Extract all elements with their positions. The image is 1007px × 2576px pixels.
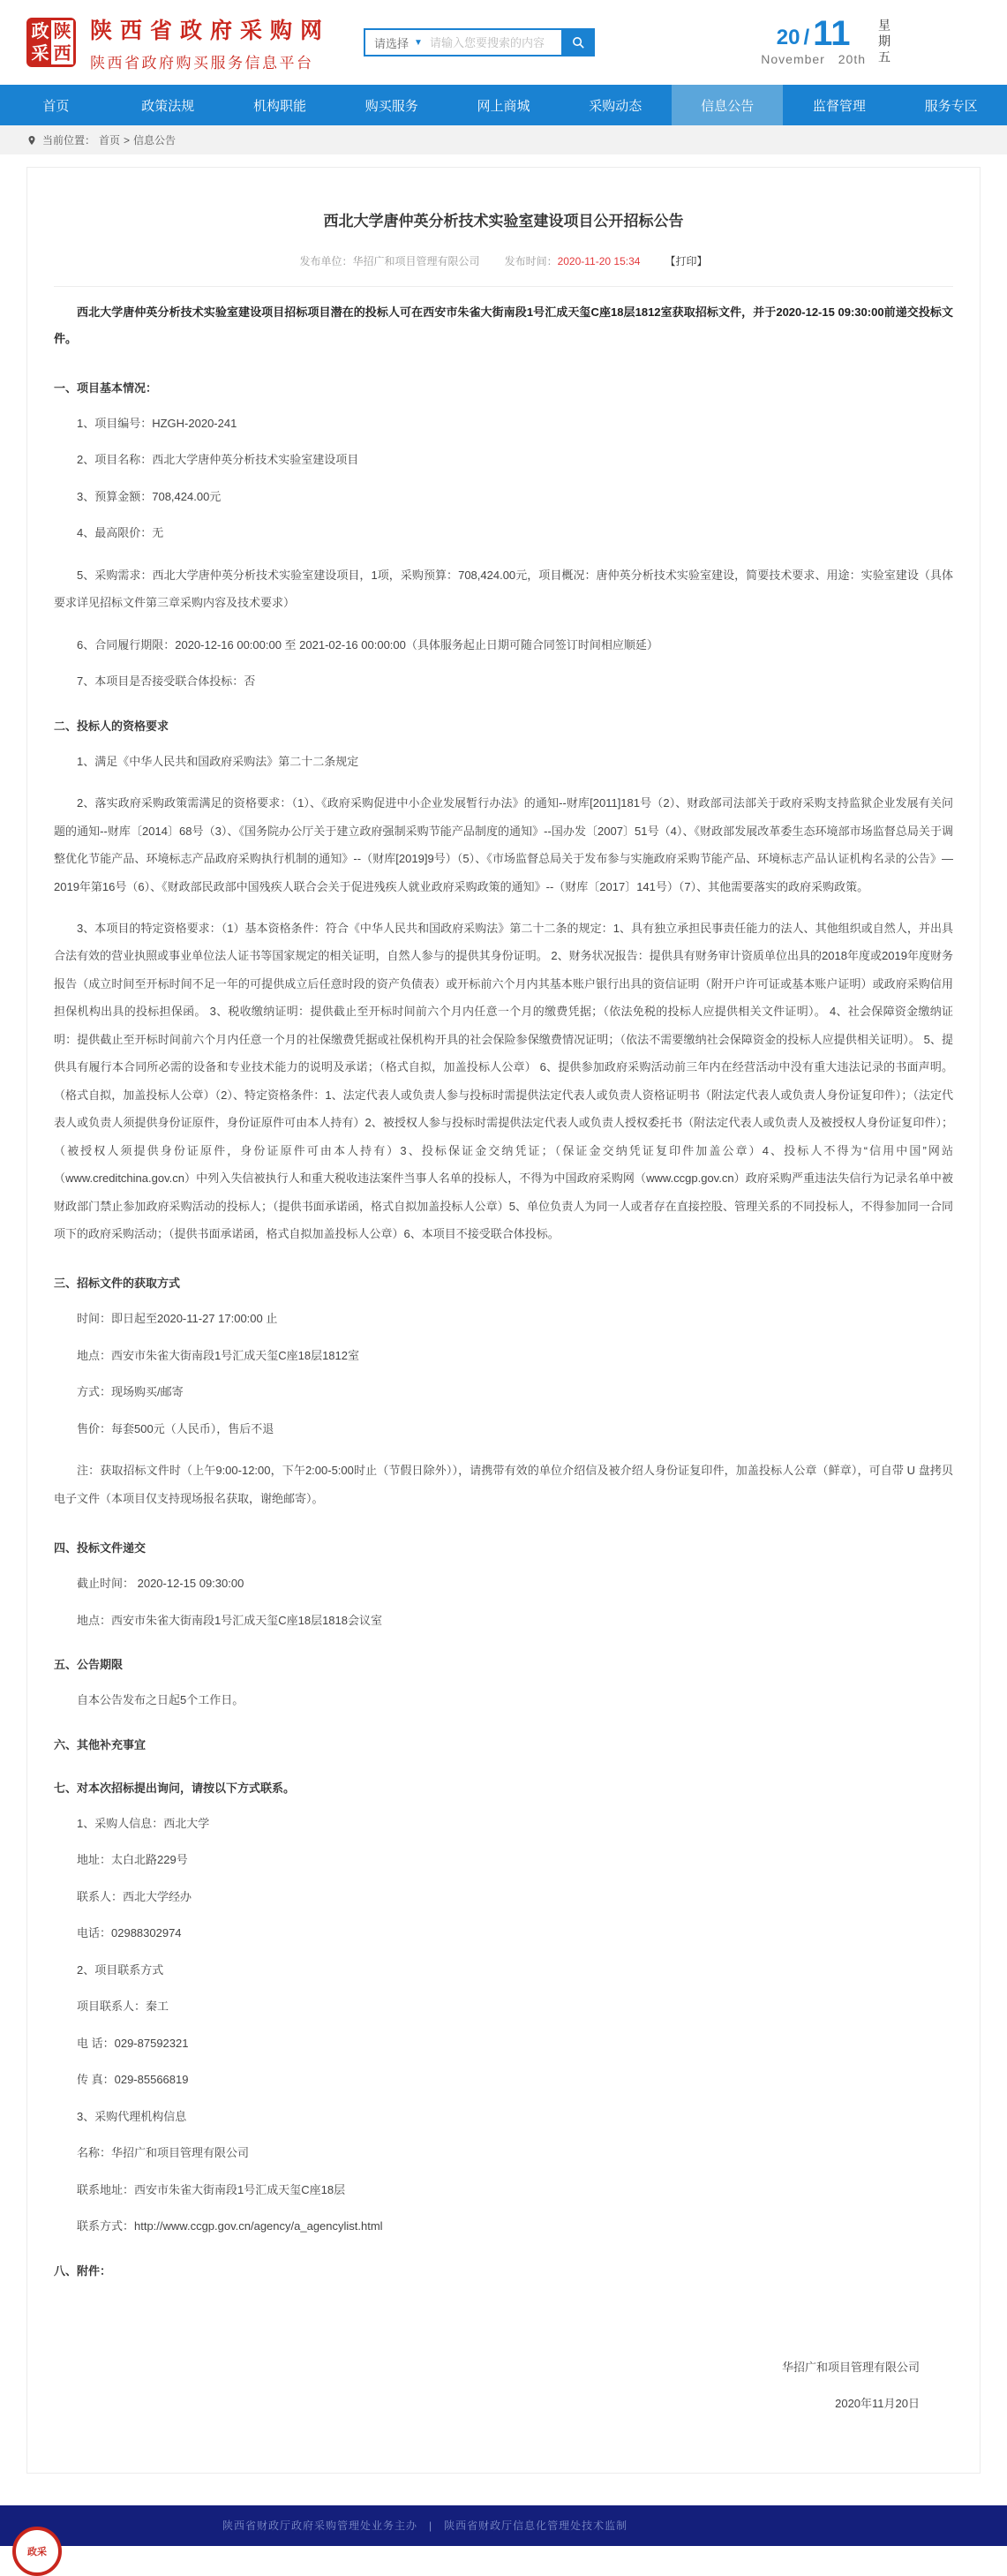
- date-weekday: 星期五: [877, 19, 891, 66]
- nav-item-1[interactable]: 政策法规: [141, 98, 195, 114]
- doc-paragraph: 3、本项目的特定资格要求：（1）基本资格条件：符合《中华人民共和国政府采购法》第二十二条的规定：1、具有独立承担民事责任能力的法人、其他组织或自然人，并出具合法有效的营业执照或事业单位法人证书等国家规定的相关证明，自然人参与的提供其身份证明。 2、财务状况报告：提供具有财务审计资质单位出具的2018年度或2019年度财务报告（成立时间至开标时间不足一年的可提供成立后任意时段的资产负债表）或开标前六个月内其基本账户银行出具的资信证明（附开户许可证或基本账户证明）或政府采购信用担保机构出具的投标担保函。 3、税收缴纳证明：提供截止至开标时间前六个月内任意一个月的缴费凭据；（依法免税的投标人应提供相关文件证明）。 4、社会保障资金缴纳证明：提供截止至开标时间前六个月内任意一个月的社保缴费凭据或社保机构开具的社会保险参保缴费情况证明；（依法不需要缴纳社会保障资金的投标人应提供相关证明）。 5、提供具有履行本合同所必需的设备和专业技术能力的说明及承诺；（格式自拟，加盖投标人公章） 6、提供参加政府采购活动前三年内在经营活动中没有重大违法记录的书面声明。（格式自拟，加盖投标人公章）（2）、特定资格条件：1、法定代表人或负责人参与投标时需提供法定代表人或负责人资格证明书（附法定代表人或负责人身份证复印件）；（法定代表人或负责人须提供身份证原件，身份证原件可由本人持有）2、被授权人参与投标时需提供法定代表人或负责人授权委托书（附法定代表人或负责人及被授权人身份证复印件）；（被授权人须提供身份证原件，身份证原件可由本人持有）3、投标保证金交纳凭证；（保证金交纳凭证复印件加盖公章）4、投标人不得为“信用中国”网站（www.creditchina.gov.cn）中列入失信被执行人和重大税收违法案件当事人名单的投标人，不得为中国政府采购网（www.ccgp.gov.cn）政府采购严重违法失信行为记录名单中被财政部门禁止参加政府采购活动的投标人；（提供书面承诺函，格式自拟加盖投标人公章）5、单位负责人为同一人或者存在直接控股、管理关系的不同投标人，不得参加同一合同项下的政府采购活动；（提供书面承诺函，格式自拟加盖投标人公章）6、本项目不接受联合体投标。: [54, 922, 953, 1240]
- doc-heading: 一、项目基本情况：: [54, 380, 158, 395]
- doc-paragraph: 5、采购需求：西北大学唐仲英分析技术实验室建设项目，1项，采购预算：708,424.00元，项目概况：唐仲英分析技术实验室建设，简要技术要求、用途：实验室建设（具体要求详见招标文件第三章采购内容及技术要求）: [54, 568, 953, 610]
- date-month-name: November: [761, 52, 825, 66]
- site-titles: [90, 13, 330, 72]
- date-slash: /: [803, 26, 810, 49]
- doc-paragraph: 时间：即日起至2020-11-27 17:00:00 止: [77, 1312, 278, 1326]
- site-title: 陕西省政府采购网: [90, 18, 331, 43]
- doc-heading: 八、附件：: [54, 2263, 112, 2278]
- doc-paragraph: 联系方式：http://www.ccgp.gov.cn/agency/a_agencylist.html: [77, 2219, 383, 2233]
- search-select-label: 请选择: [374, 36, 410, 50]
- site-subtitle: 陕西省政府购买服务信息平台: [90, 54, 314, 72]
- date-text: [761, 52, 866, 66]
- doc-paragraph: 4、最高限价：无: [77, 526, 164, 540]
- breadcrumb-current: 信息公告: [133, 134, 177, 147]
- doc-heading: 六、其他补充事宜: [54, 1737, 147, 1751]
- doc-paragraph: 截止时间： 2020-12-15 09:30:00: [77, 1577, 244, 1591]
- doc-paragraph: 注：获取招标文件时（上午9:00-12:00，下午2:00-5:00时止（节假日除外）），请携带有效的单位介绍信及被介绍人身份证复印件，加盖投标人公章（鲜章），可自带 U 盘拷贝电子文件（本项目仅支持现场报名获取，谢绝邮寄）。: [54, 1464, 953, 1505]
- article-body: [54, 299, 953, 2278]
- date-day-ordinal: 20th: [838, 52, 866, 66]
- breadcrumb-separator: >: [124, 133, 131, 147]
- doc-heading: 二、投标人的资格要求: [54, 719, 169, 733]
- nav-item-7[interactable]: 监督管理: [812, 98, 866, 114]
- content-panel: [26, 167, 981, 2474]
- doc-paragraph: 电 话：029-87592321: [77, 2036, 189, 2050]
- search-icon: [571, 35, 586, 50]
- doc-paragraph: 自本公告发布之日起5个工作日。: [77, 1693, 244, 1707]
- doc-paragraph: 2、项目联系方式: [77, 1962, 164, 1977]
- seal-char: 西: [51, 42, 73, 64]
- doc-heading: 五、公告期限: [54, 1658, 124, 1672]
- doc-paragraph: 1、项目编号：HZGH-2020-241: [77, 416, 237, 430]
- doc-paragraph: 地址：太白北路229号: [77, 1853, 188, 1867]
- nav-item-6[interactable]: 信息公告: [672, 85, 784, 125]
- seal-char: 政: [29, 20, 51, 42]
- doc-paragraph: 项目联系人：秦工: [77, 2000, 169, 2014]
- doc-paragraph: 联系人：西北大学经办: [77, 1889, 192, 1903]
- logo-seal-icon: [26, 18, 76, 67]
- doc-paragraph: 3、采购代理机构信息: [77, 2109, 187, 2123]
- chevron-down-icon: ▼: [414, 37, 423, 48]
- search-category-select[interactable]: [365, 30, 430, 55]
- date-month: 11: [813, 14, 851, 53]
- seal-char: 陕: [51, 20, 73, 42]
- doc-heading: 四、投标文件递交: [54, 1541, 147, 1555]
- page-title: 西北大学唐仲英分析技术实验室建设项目公开招标公告: [323, 213, 684, 230]
- nav-item-5[interactable]: 采购动态: [589, 98, 643, 114]
- publisher-value: 华招广和项目管理有限公司: [352, 255, 480, 267]
- breadcrumb: [0, 125, 1007, 154]
- search-bar: [364, 28, 595, 56]
- article-meta: [54, 253, 953, 268]
- meta-divider: [54, 286, 953, 287]
- doc-paragraph: 电话：02988302974: [77, 1926, 182, 1940]
- nav-item-3[interactable]: 购买服务: [364, 98, 418, 114]
- footer-text: 陕西省财政厅政府采购管理处业务主办 | 陕西省财政厅信息化管理处技术监制: [222, 2520, 628, 2533]
- main-nav: [0, 85, 1007, 125]
- location-pin-icon: [26, 134, 37, 147]
- doc-paragraph: 2、项目名称：西北大学唐仲英分析技术实验室建设项目: [77, 453, 359, 467]
- doc-paragraph: 6、合同履行期限：2020-12-16 00:00:00 至 2021-02-16 00:00:00（具体服务起止日期可随合同签订时间相应顺延）: [77, 637, 658, 652]
- doc-heading: 七、对本次招标提出询问，请按以下方式联系。: [54, 1781, 296, 1795]
- doc-paragraph: 方式：现场购买/邮寄: [77, 1385, 184, 1399]
- doc-paragraph: 1、满足《中华人民共和国政府采购法》第二十二条规定: [77, 754, 359, 768]
- nav-item-8[interactable]: 服务专区: [924, 98, 978, 114]
- site-footer: [0, 2505, 1007, 2557]
- print-button[interactable]: 【打印】: [665, 255, 708, 267]
- doc-paragraph: 3、预算金额：708,424.00元: [77, 489, 222, 503]
- footer-seal-icon: 政采: [12, 2527, 62, 2576]
- breadcrumb-home-link[interactable]: 首页: [99, 134, 121, 147]
- doc-paragraph: 名称：华招广和项目管理有限公司: [77, 2146, 250, 2160]
- signature-block: [54, 2358, 953, 2411]
- doc-paragraph: 联系地址：西安市朱雀大街南段1号汇成天玺C座18层: [77, 2182, 346, 2196]
- doc-paragraph: 地点：西安市朱雀大街南段1号汇成天玺C座18层1818会议室: [77, 1613, 382, 1627]
- signature-company: 华招广和项目管理有限公司: [781, 2360, 920, 2374]
- date-numeric: [761, 14, 866, 66]
- site-header: [0, 0, 1007, 85]
- doc-paragraph: 2、落实政府采购政策需满足的资格要求：（1）、《政府采购促进中小企业发展暂行办法》的通知--财库[2011]181号（2）、财政部司法部关于政府采购支持监狱企业发展有关问题的通知--财库〔2014〕68号（3）、《国务院办公厅关于建立政府强制采购节能产品制度的通知》--国办发〔2007〕51号（4）、《财政部发展改革委生态环境部市场监督总局关于调整优化节能产品、环境标志产品政府采购执行机制的通知》--（财库[2019]9号）（5）、《市场监督总局关于发布参与实施政府采购节能产品、环境标志产品认证机构名录的公告》—2019年第16号（6）、《财政部民政部中国残疾人联合会关于促进残疾人就业政府采购政策的通知》--（财库〔2017〕141号）（7）、其他需要落实的政府采购政策。: [54, 796, 953, 893]
- doc-paragraph: 1、采购人信息：西北大学: [77, 1816, 210, 1830]
- site-logo[interactable]: [26, 13, 330, 72]
- pubtime-label: 发布时间：: [504, 255, 558, 267]
- seal-char: 采: [29, 42, 51, 64]
- nav-item-2[interactable]: 机构职能: [252, 98, 306, 114]
- doc-paragraph: 7、本项目是否接受联合体投标：否: [77, 674, 256, 689]
- doc-heading: 三、招标文件的获取方式: [54, 1277, 181, 1291]
- signature-date: 2020年11月20日: [835, 2396, 920, 2410]
- date-day: 20: [776, 26, 800, 49]
- doc-paragraph: 西北大学唐仲英分析技术实验室建设项目招标项目潜在的投标人可在西安市朱雀大街南段1号汇成天玺C座18层1812室获取招标文件，并于2020-12-15 09:30:00前递交投标文件。: [54, 305, 953, 345]
- publisher-label: 发布单位：: [299, 255, 353, 267]
- doc-paragraph: 地点：西安市朱雀大街南段1号汇成天玺C座18层1812室: [77, 1348, 359, 1362]
- breadcrumb-label: 当前位置：: [42, 134, 96, 147]
- date-widget: [761, 14, 891, 66]
- doc-paragraph: 售价：每套500元（人民币），售后不退: [77, 1421, 274, 1435]
- pubtime-value: 2020-11-20 15:34: [557, 255, 641, 267]
- nav-item-4[interactable]: 网上商城: [477, 98, 530, 114]
- search-input[interactable]: [430, 30, 561, 55]
- nav-item-0[interactable]: 首页: [42, 98, 70, 114]
- doc-paragraph: 传 真：029-85566819: [77, 2073, 189, 2087]
- search-button[interactable]: [561, 28, 595, 56]
